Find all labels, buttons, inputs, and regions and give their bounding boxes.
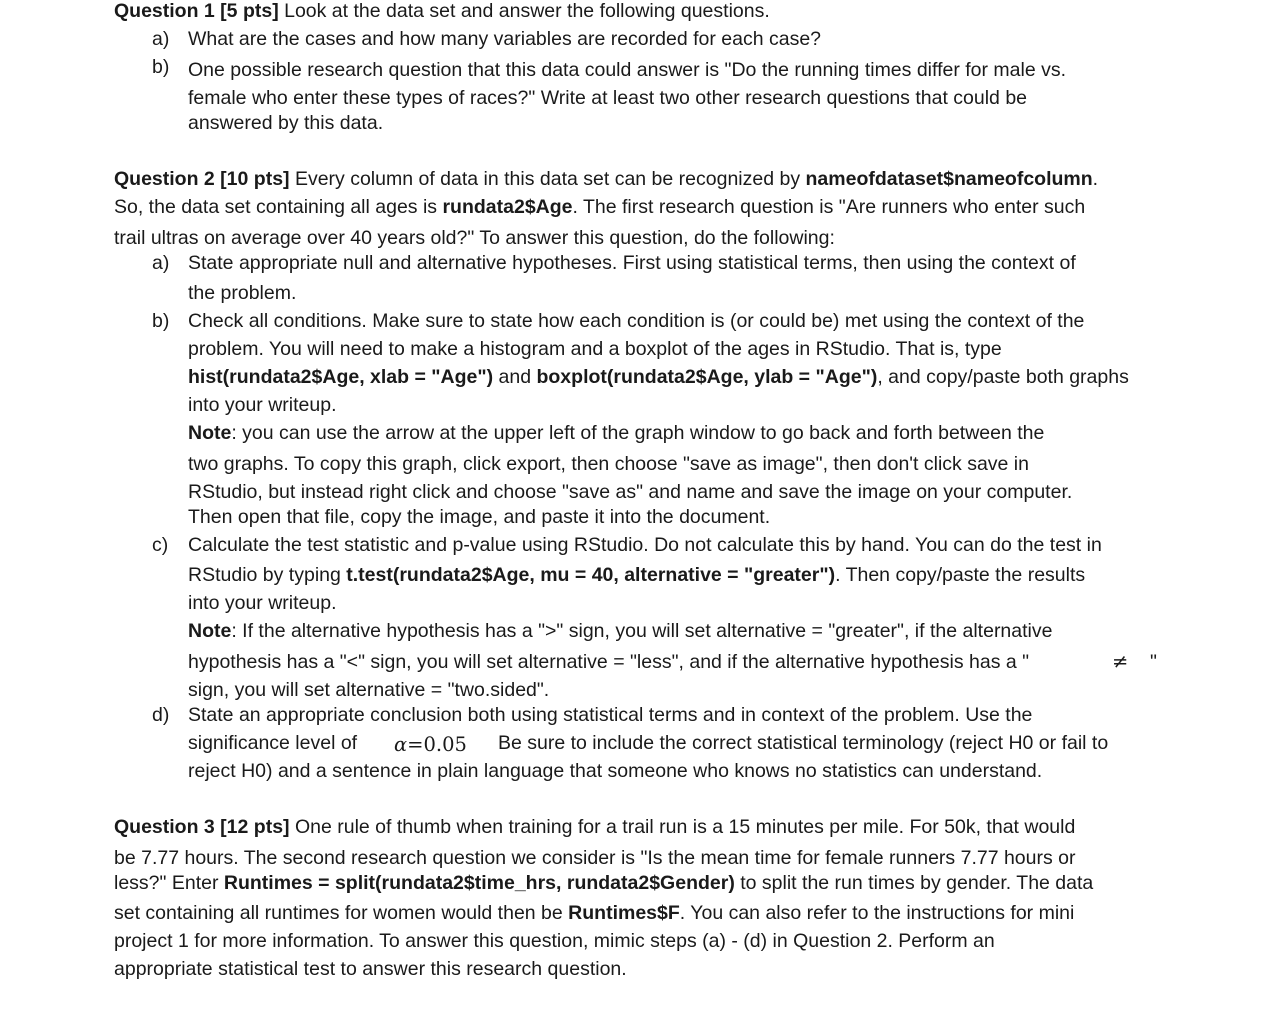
not-equal-symbol: ≠ xyxy=(1112,650,1129,673)
q2-note1-line3: RStudio, but instead right click and choose "save as" and name and save the image on your computer. xyxy=(188,481,1073,503)
q2-b-line4: into your writeup. xyxy=(188,394,337,416)
q3-l4-bold: Runtimes$F xyxy=(568,902,680,924)
q2-c-code: t.test(rundata2$Age, mu = 40, alternative = "greater") xyxy=(346,564,836,586)
q2-note2-label: Note xyxy=(188,620,232,642)
alpha-equation xyxy=(394,734,467,756)
q2-line1 xyxy=(114,168,1098,190)
q2-c-line2-pre: RStudio by typing xyxy=(188,564,347,586)
q2-note1-line2: two graphs. To copy this graph, click export, then choose "save as image", then don't click save in xyxy=(188,453,1029,475)
q2-c-line2-post: . Then copy/paste the results xyxy=(835,564,1086,586)
q2-b-line1: Check all conditions. Make sure to state how each condition is (or could be) met using the context of the xyxy=(188,310,1085,332)
q3-line3 xyxy=(114,872,1093,894)
q2-note2-line1 xyxy=(188,620,1052,642)
q2-l2-pre: So, the data set containing all ages is xyxy=(114,196,443,218)
q3-l4-post: . You can also refer to the instructions for mini xyxy=(679,902,1075,924)
q2-c-line3: into your writeup. xyxy=(188,592,337,614)
q1-title: Question 1 [5 pts] xyxy=(114,0,279,22)
q2-line2 xyxy=(114,196,1085,218)
q2-d-line2-post: Be sure to include the correct statistical terminology (reject H0 or fail to xyxy=(498,732,1109,754)
q2-c-line2 xyxy=(188,564,1085,586)
q2-l1-bold: nameofdataset$nameofcolumn xyxy=(805,168,1093,190)
q2-note2-line2: hypothesis has a "<" sign, you will set alternative = "less", and if the alternative hypothesis has a " xyxy=(188,651,1030,673)
q3-l3-post: to split the run times by gender. The data xyxy=(734,872,1094,894)
q2-b-line3-post: , and copy/paste both graphs xyxy=(877,366,1129,388)
q3-line2: be 7.77 hours. The second research question we consider is "Is the mean time for female runners 7.77 hours or xyxy=(114,847,1076,869)
alpha-value: =0.05 xyxy=(407,733,467,756)
q1-b-line3: answered by this data. xyxy=(188,112,384,134)
q2-b-code1: hist(rundata2$Age, xlab = "Age") xyxy=(188,366,494,388)
q2-note2-text: : If the alternative hypothesis has a ">" sign, you will set alternative = "greater", if the alternative xyxy=(231,620,1053,642)
q2-l1-text: Every column of data in this data set can be recognized by xyxy=(289,168,806,190)
q2-c-marker: c) xyxy=(152,534,169,556)
q2-l2-bold: rundata2$Age xyxy=(442,196,573,218)
q3-line1 xyxy=(114,816,1075,838)
q1-a-marker: a) xyxy=(152,28,170,50)
q2-b-line2: problem. You will need to make a histogram and a boxplot of the ages in RStudio. That is, type xyxy=(188,338,1002,360)
q2-a-marker: a) xyxy=(152,252,170,274)
q1-b-line1: One possible research question that this data could answer is "Do the running times differ for male vs. xyxy=(188,59,1067,81)
q2-a-line1: State appropriate null and alternative hypotheses. First using statistical terms, then using the context of xyxy=(188,252,1076,274)
q2-note1-text: : you can use the arrow at the upper left of the graph window to go back and forth between the xyxy=(231,422,1045,444)
q2-line3: trail ultras on average over 40 years old?" To answer this question, do the following: xyxy=(114,227,835,249)
q2-l2-post: . The first research question is "Are runners who enter such xyxy=(572,196,1086,218)
q2-d-marker: d) xyxy=(152,704,170,726)
alpha-symbol: α xyxy=(394,733,408,756)
q2-d-line2-pre: significance level of xyxy=(188,732,358,754)
q3-line5: project 1 for more information. To answer this question, mimic steps (a) - (d) in Question 2. Perform an xyxy=(114,930,995,952)
q3-title: Question 3 [12 pts] xyxy=(114,816,290,838)
q2-b-code2: boxplot(rundata2$Age, ylab = "Age") xyxy=(536,366,878,388)
q2-note1-line1 xyxy=(188,422,1044,444)
q2-d-line1: State an appropriate conclusion both using statistical terms and in context of the problem. Use the xyxy=(188,704,1033,726)
q2-note1-line4: Then open that file, copy the image, and paste it into the document. xyxy=(188,506,771,528)
q1-heading-line xyxy=(114,0,770,22)
q2-note2-line3: sign, you will set alternative = "two.sided". xyxy=(188,679,550,701)
q2-note2-closing-quote: " xyxy=(1150,651,1157,673)
q2-b-marker: b) xyxy=(152,310,170,332)
q2-b-and: and xyxy=(493,366,537,388)
q2-b-line3 xyxy=(188,366,1129,388)
q3-l1-text: One rule of thumb when training for a trail run is a 15 minutes per mile. For 50k, that would xyxy=(289,816,1076,838)
q3-line4 xyxy=(114,902,1074,924)
q3-line6: appropriate statistical test to answer this research question. xyxy=(114,958,627,980)
q1-intro: Look at the data set and answer the following questions. xyxy=(278,0,770,22)
q1-a-text: What are the cases and how many variables are recorded for each case? xyxy=(188,28,822,50)
q3-l3-pre: less?" Enter xyxy=(114,872,224,894)
q1-b-marker: b) xyxy=(152,56,170,78)
q2-c-line1: Calculate the test statistic and p-value using RStudio. Do not calculate this by hand. You can do the test in xyxy=(188,534,1102,556)
q2-a-line2: the problem. xyxy=(188,282,297,304)
q3-l4-pre: set containing all runtimes for women would then be xyxy=(114,902,569,924)
q2-l1-post: . xyxy=(1092,168,1099,190)
q2-d-line3: reject H0) and a sentence in plain language that someone who knows no statistics can understand. xyxy=(188,760,1043,782)
q2-title: Question 2 [10 pts] xyxy=(114,168,290,190)
q1-b-line2: female who enter these types of races?" Write at least two other research questions that could be xyxy=(188,87,1028,109)
q3-l3-code: Runtimes = split(rundata2$time_hrs, rundata2$Gender) xyxy=(223,872,735,894)
q2-note1-label: Note xyxy=(188,422,232,444)
